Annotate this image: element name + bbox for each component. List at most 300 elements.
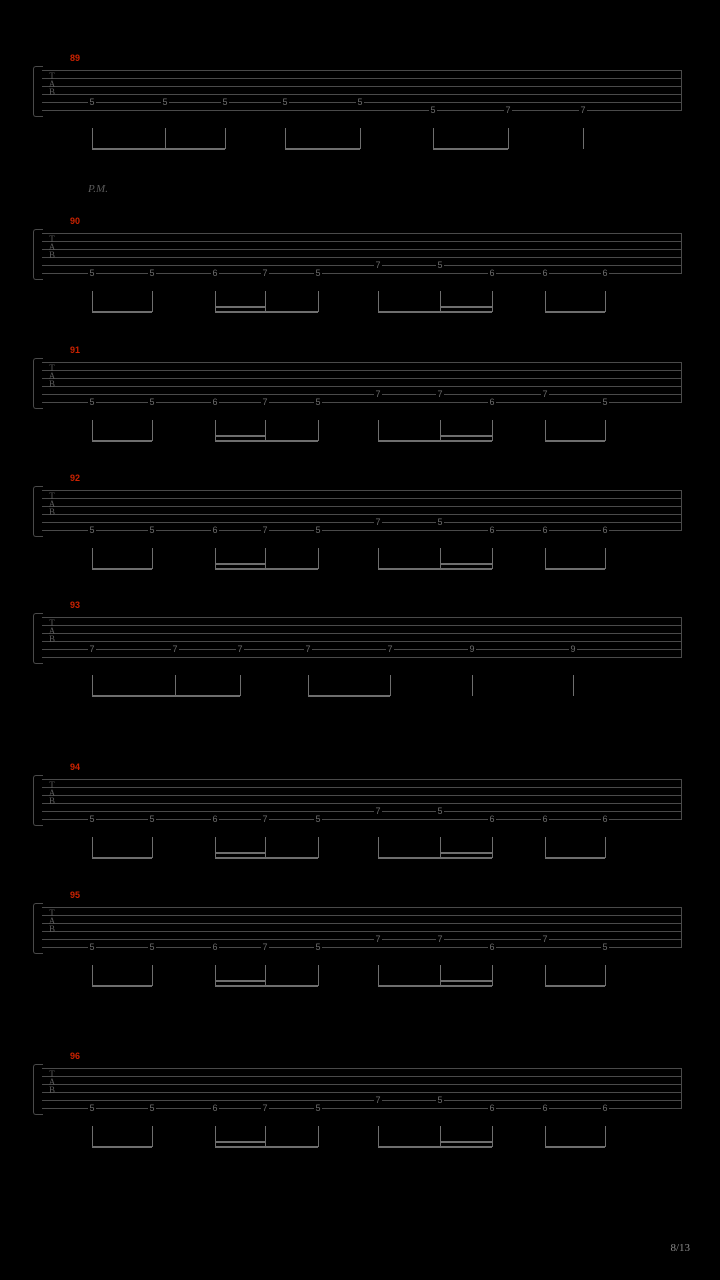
tab-note: 6 [489,814,495,824]
tab-clef-letter: B [48,87,55,97]
tab-note: 7 [375,934,381,944]
tab-note: 6 [212,268,218,278]
tab-note: 5 [315,942,321,952]
note-stem [318,965,319,986]
beam [378,311,492,313]
secondary-beam [215,563,265,565]
tab-note: 5 [315,1103,321,1113]
note-stem [215,965,216,986]
staff-line [42,811,682,812]
tab-note: 6 [212,942,218,952]
note-stem [440,837,441,858]
staff-line [42,1092,682,1093]
tab-clef [46,619,58,643]
tab-note: 6 [212,1103,218,1113]
note-stem [360,128,361,149]
staff-line [42,915,682,916]
note-stem [545,965,546,986]
beam [215,568,318,570]
tab-staff [42,779,682,820]
tab-note: 7 [505,105,511,115]
beam [285,148,360,150]
system-brace [33,358,43,409]
tab-note: 9 [469,644,475,654]
note-stem [225,128,226,149]
staff-line [42,370,682,371]
staff-line [42,78,682,79]
tab-staff [42,907,682,948]
tab-clef-letter: T [49,780,55,790]
beam [215,985,318,987]
measure-number: 95 [70,890,81,900]
note-stem [390,675,391,696]
staff-line [42,641,682,642]
note-stem [378,291,379,312]
tab-note: 6 [542,814,548,824]
tab-clef [46,72,58,96]
tab-note: 6 [212,814,218,824]
tab-staff [42,1068,682,1109]
staff-line [42,923,682,924]
tab-note: 5 [437,517,443,527]
tab-note: 5 [89,97,95,107]
barline [681,1068,682,1109]
barline [681,233,682,274]
beam [545,311,605,313]
tab-note: 6 [489,1103,495,1113]
tab-note: 7 [89,644,95,654]
beam [92,440,152,442]
note-stem [583,128,584,149]
secondary-beam [440,306,492,308]
note-stem [92,965,93,986]
note-stem [378,420,379,441]
staff-line [42,787,682,788]
staff-line [42,249,682,250]
note-stem [215,548,216,569]
tab-note: 5 [149,397,155,407]
staff-line [42,70,682,71]
staff-line [42,907,682,908]
secondary-beam [440,563,492,565]
tab-clef-letter: A [48,916,56,926]
staff-line [42,657,682,658]
note-stem [492,291,493,312]
beam [92,695,175,697]
note-stem [378,965,379,986]
note-stem [440,1126,441,1147]
tab-note: 7 [305,644,311,654]
staff-line [42,939,682,940]
staff-line [42,498,682,499]
secondary-beam [215,435,265,437]
staff-line [42,1100,682,1101]
note-stem [545,291,546,312]
barline [681,70,682,111]
note-stem [152,837,153,858]
tab-note: 5 [315,814,321,824]
tab-clef-letter: T [49,1069,55,1079]
tab-note: 5 [149,942,155,952]
tab-clef-letter: T [49,618,55,628]
tab-clef [46,492,58,516]
tab-note: 5 [89,1103,95,1113]
note-stem [308,675,309,696]
note-stem [492,420,493,441]
beam [215,857,318,859]
tab-note: 5 [89,268,95,278]
note-stem [605,837,606,858]
note-stem [605,1126,606,1147]
tab-clef-letter: T [49,71,55,81]
tab-clef [46,781,58,805]
beam [545,440,605,442]
staff-line [42,233,682,234]
tab-clef-letter: A [48,1077,56,1087]
tab-note: 5 [602,397,608,407]
staff-line [42,633,682,634]
staff-line [42,617,682,618]
tab-clef-letter: B [48,507,55,517]
measure-number: 94 [70,762,81,772]
tab-clef-letter: B [48,379,55,389]
tab-clef [46,364,58,388]
tab-note: 6 [489,942,495,952]
note-stem [152,291,153,312]
beam [545,568,605,570]
tab-note: 5 [89,942,95,952]
tab-clef-letter: T [49,234,55,244]
note-stem [605,291,606,312]
system-brace [33,775,43,826]
staff-line [42,819,682,820]
staff-line [42,947,682,948]
tab-note: 7 [542,389,548,399]
tab-note: 7 [375,517,381,527]
note-stem [605,548,606,569]
note-stem [215,1126,216,1147]
tab-note: 5 [149,525,155,535]
staff-line [42,378,682,379]
system-brace [33,903,43,954]
note-stem [440,291,441,312]
tab-staff [42,490,682,531]
tab-note: 7 [237,644,243,654]
performance-annotation: P.M. [88,183,108,195]
note-stem [378,548,379,569]
note-stem [265,420,266,441]
note-stem [545,837,546,858]
note-stem [545,548,546,569]
measure-number: 92 [70,473,81,483]
staff-line [42,257,682,258]
staff-line [42,490,682,491]
secondary-beam [440,435,492,437]
tab-note: 6 [602,1103,608,1113]
tab-note: 7 [262,814,268,824]
beam [92,985,152,987]
note-stem [440,965,441,986]
note-stem [92,291,93,312]
barline [681,490,682,531]
tab-note: 6 [602,814,608,824]
beam [378,1146,492,1148]
secondary-beam [165,148,225,150]
tab-note: 5 [437,260,443,270]
tab-note: 7 [580,105,586,115]
measure-number: 96 [70,1051,81,1061]
note-stem [92,420,93,441]
note-stem [152,1126,153,1147]
tab-note: 5 [89,525,95,535]
note-stem [265,1126,266,1147]
tab-note: 7 [437,934,443,944]
note-stem [240,675,241,696]
system-brace [33,1064,43,1115]
tab-note: 5 [315,525,321,535]
staff-line [42,1076,682,1077]
secondary-beam [175,695,240,697]
staff-line [42,1108,682,1109]
tab-note: 6 [489,525,495,535]
staff-line [42,803,682,804]
tab-note: 6 [489,397,495,407]
tab-note: 5 [149,814,155,824]
secondary-beam [440,852,492,854]
system-brace [33,486,43,537]
barline [681,907,682,948]
staff-line [42,94,682,95]
note-stem [92,1126,93,1147]
note-stem [440,548,441,569]
tab-clef-letter: A [48,788,56,798]
beam [92,1146,152,1148]
tab-clef-letter: T [49,491,55,501]
beam [545,857,605,859]
beam [92,148,165,150]
beam [433,148,508,150]
tab-note: 7 [262,268,268,278]
tab-clef-letter: B [48,634,55,644]
tab-staff [42,617,682,658]
tab-note: 7 [375,389,381,399]
tab-clef-letter: A [48,371,56,381]
tab-note: 6 [489,268,495,278]
beam [378,568,492,570]
staff-line [42,394,682,395]
note-stem [265,548,266,569]
secondary-beam [440,1141,492,1143]
tab-note: 7 [262,1103,268,1113]
note-stem [605,420,606,441]
tab-note: 7 [542,934,548,944]
note-stem [492,965,493,986]
tab-clef-letter: B [48,250,55,260]
tab-note: 6 [212,525,218,535]
measure-number: 91 [70,345,81,355]
tab-staff [42,233,682,274]
staff-line [42,1084,682,1085]
measure-number: 89 [70,53,81,63]
tab-note: 6 [542,1103,548,1113]
tab-clef-letter: B [48,1085,55,1095]
tab-clef-letter: B [48,796,55,806]
staff-line [42,795,682,796]
note-stem [265,291,266,312]
barline [681,362,682,403]
staff-line [42,265,682,266]
tab-note: 5 [437,806,443,816]
tab-staff [42,362,682,403]
tab-clef-letter: A [48,626,56,636]
beam [215,1146,318,1148]
tab-note: 5 [89,814,95,824]
note-stem [92,128,93,149]
tab-note: 5 [222,97,228,107]
staff-line [42,241,682,242]
tab-note: 5 [602,942,608,952]
staff-line [42,514,682,515]
tab-clef-letter: T [49,363,55,373]
note-stem [285,128,286,149]
beam [378,857,492,859]
note-stem [215,420,216,441]
note-stem [378,1126,379,1147]
note-stem [605,965,606,986]
beam [378,985,492,987]
page-number: 8/13 [670,1242,690,1254]
tab-note: 7 [262,397,268,407]
tab-note: 5 [430,105,436,115]
tab-note: 7 [262,525,268,535]
note-stem [92,548,93,569]
note-stem [440,420,441,441]
tab-note: 7 [262,942,268,952]
tab-note: 7 [375,806,381,816]
note-stem [318,291,319,312]
tab-clef-letter: T [49,908,55,918]
tab-note: 5 [315,397,321,407]
tab-note: 7 [375,1095,381,1105]
tab-clef-letter: B [48,924,55,934]
note-stem [165,128,166,149]
note-stem [545,420,546,441]
secondary-beam [215,852,265,854]
barline [681,779,682,820]
beam [92,311,152,313]
tab-note: 5 [149,268,155,278]
barline [681,617,682,658]
tab-note: 5 [149,1103,155,1113]
tab-clef [46,1070,58,1094]
note-stem [215,291,216,312]
measure-number: 93 [70,600,81,610]
tab-note: 6 [602,268,608,278]
beam [545,1146,605,1148]
note-stem [152,420,153,441]
tab-note: 6 [602,525,608,535]
beam [215,440,318,442]
beam [92,857,152,859]
tab-note: 5 [315,268,321,278]
staff-line [42,362,682,363]
note-stem [433,128,434,149]
note-stem [318,548,319,569]
tab-note: 7 [172,644,178,654]
tab-note: 6 [542,525,548,535]
note-stem [318,837,319,858]
note-stem [573,675,574,696]
staff-line [42,402,682,403]
note-stem [265,837,266,858]
note-stem [492,1126,493,1147]
note-stem [318,420,319,441]
beam [308,695,390,697]
staff-line [42,931,682,932]
note-stem [265,965,266,986]
staff-line [42,386,682,387]
note-stem [92,837,93,858]
tab-note: 5 [89,397,95,407]
staff-line [42,530,682,531]
staff-line [42,1068,682,1069]
staff-line [42,649,682,650]
beam [92,568,152,570]
staff-line [42,86,682,87]
tab-note: 6 [212,397,218,407]
tab-note: 6 [542,268,548,278]
tab-note: 9 [570,644,576,654]
note-stem [175,675,176,696]
tab-note: 5 [162,97,168,107]
staff-line [42,625,682,626]
tab-note: 5 [282,97,288,107]
staff-line [42,779,682,780]
secondary-beam [215,1141,265,1143]
note-stem [152,548,153,569]
beam [545,985,605,987]
tab-clef [46,235,58,259]
secondary-beam [215,306,265,308]
beam [215,311,318,313]
note-stem [378,837,379,858]
secondary-beam [215,980,265,982]
tab-note: 7 [375,260,381,270]
staff-line [42,506,682,507]
staff-line [42,522,682,523]
tab-clef-letter: A [48,79,56,89]
staff-line [42,273,682,274]
note-stem [545,1126,546,1147]
tab-note: 5 [437,1095,443,1105]
note-stem [472,675,473,696]
measure-number: 90 [70,216,81,226]
note-stem [215,837,216,858]
tab-note: 7 [387,644,393,654]
secondary-beam [440,980,492,982]
tab-clef-letter: A [48,499,56,509]
note-stem [152,965,153,986]
note-stem [492,548,493,569]
system-brace [33,613,43,664]
tab-note: 7 [437,389,443,399]
tab-note: 5 [357,97,363,107]
system-brace [33,229,43,280]
beam [378,440,492,442]
note-stem [508,128,509,149]
system-brace [33,66,43,117]
tab-clef-letter: A [48,242,56,252]
